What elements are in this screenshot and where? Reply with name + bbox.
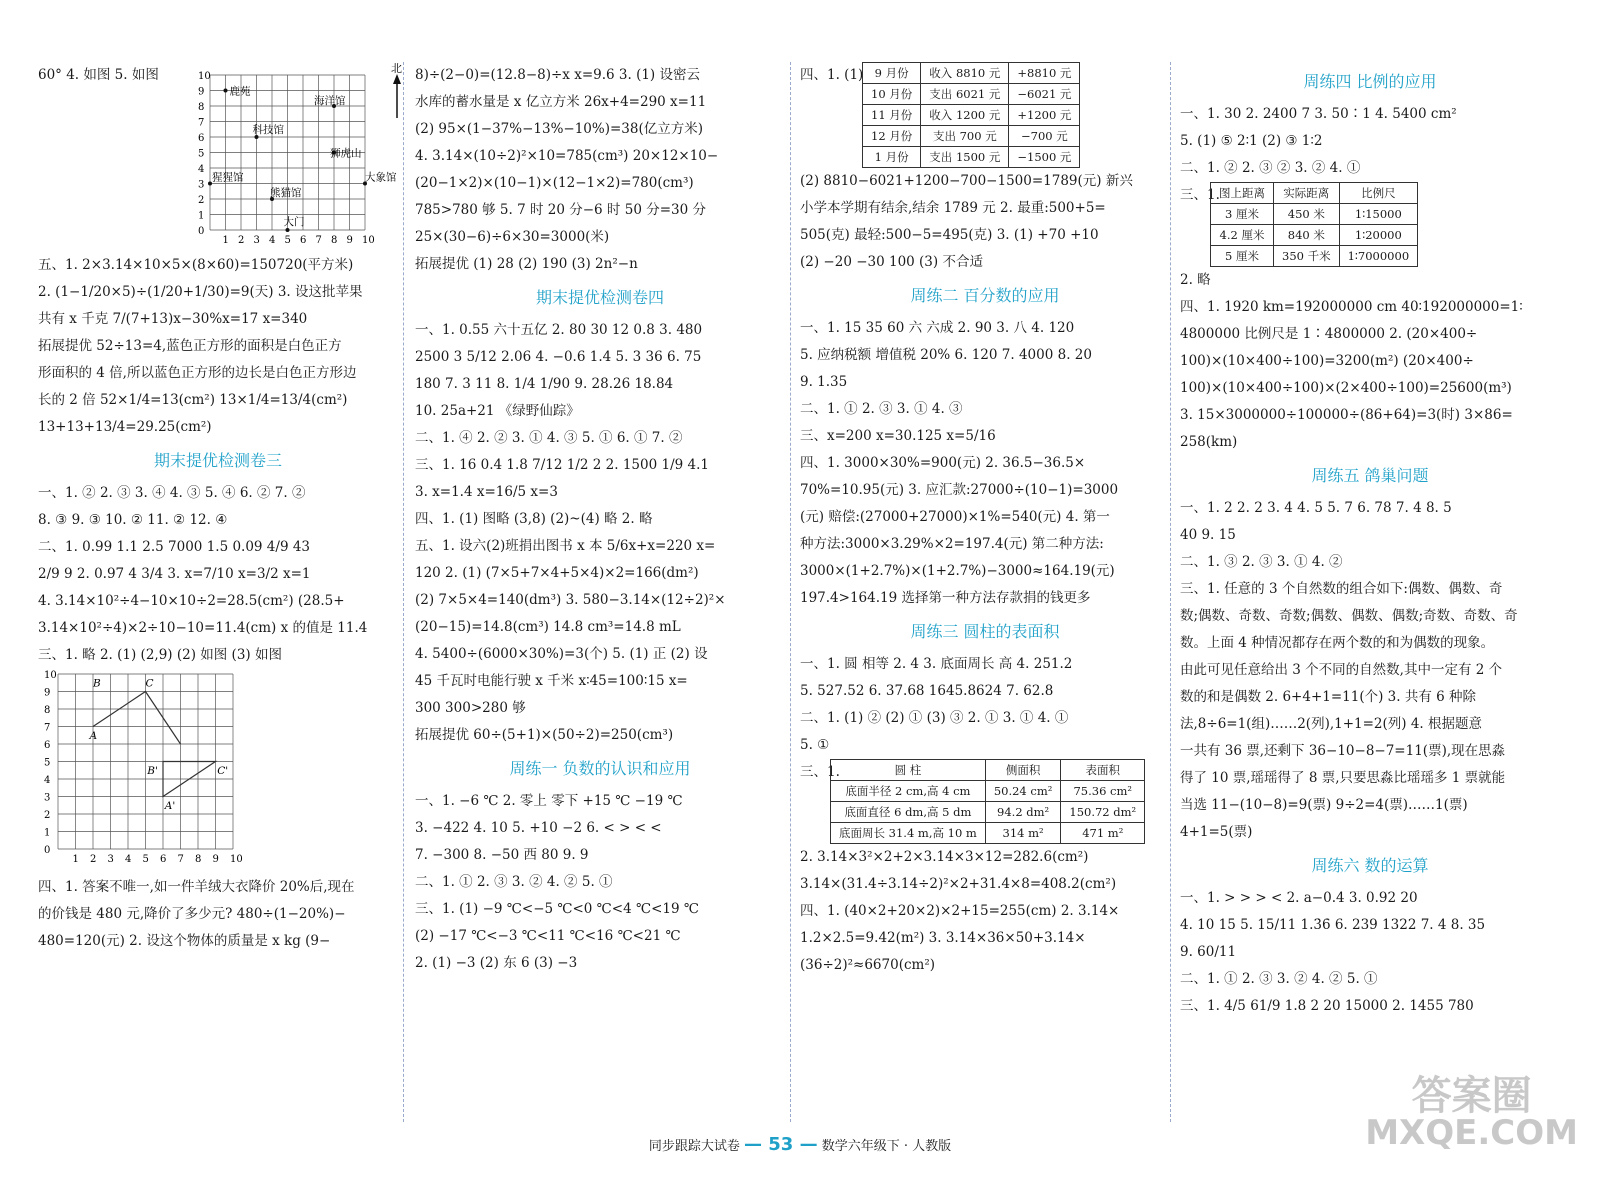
answer-line: 二、1. ④ 2. ② 3. ① 4. ③ 5. ① 6. ① 7. ②	[415, 430, 683, 446]
table-cell: 5 厘米	[1211, 246, 1274, 267]
answer-line: 10. 25a+21 《绿野仙踪》	[415, 403, 580, 419]
answer-line: 四、1. 答案不唯一,如一件羊绒大衣降价 20%后,现在	[38, 879, 355, 895]
answer-line: 300 300>280 够	[415, 700, 526, 716]
table-row	[863, 147, 1080, 168]
answer-block	[415, 317, 785, 749]
answer-block	[800, 315, 1170, 612]
table-row	[863, 63, 1080, 84]
answer-line: 9. 1.35	[800, 374, 848, 390]
answer-line: 2/9 9 2. 0.97 4 3/4 3. x=7/10 x=3/2 x=1	[38, 566, 311, 582]
table-cell: 314 m²	[985, 823, 1061, 844]
x-tick-label: 2	[90, 854, 97, 865]
y-tick-label: 4	[44, 775, 51, 786]
x-tick-label: 9	[212, 854, 219, 865]
column-2	[415, 62, 785, 977]
answer-line: 种方法:3000×3.29%×2=197.4(元) 第二种方法:	[800, 536, 1104, 552]
table-cell: +1200 元	[1009, 105, 1080, 126]
table-cell: 图上距离	[1211, 183, 1274, 204]
north-label: 北	[391, 62, 402, 75]
y-tick-label: 0	[198, 226, 205, 237]
y-tick-label: 0	[44, 845, 51, 856]
answer-block	[38, 874, 398, 955]
table-cell: 94.2 dm²	[985, 802, 1061, 823]
section-title: 周练四 比例的应用	[1303, 72, 1437, 91]
table-cell: 侧面积	[985, 760, 1061, 781]
answer-line: 70%=10.95(元) 3. 应汇款:27000÷(10−1)=3000	[800, 482, 1119, 498]
coordinate-graph	[38, 669, 258, 864]
table-cell: 471 m²	[1061, 823, 1145, 844]
answer-line: 得了 10 票,瑶瑶得了 8 票,只要思淼比瑶瑶多 1 票就能	[1180, 770, 1506, 786]
x-tick-label: 1	[222, 235, 229, 246]
answer-line: 长的 2 倍 52×1/4=13(cm²) 13×1/4=13/4(cm²)	[38, 392, 348, 408]
answer-line: 4. 5400÷(6000×30%)=3(个) 5. (1) 正 (2) 设	[415, 646, 708, 662]
column-1	[38, 62, 402, 955]
point-label: C'	[217, 764, 229, 777]
answer-line: 100)×(10×400÷100)=3200(m²) (20×400÷	[1180, 353, 1474, 369]
answer-block	[1180, 267, 1560, 456]
y-tick-label: 1	[44, 827, 51, 839]
answer-line: 三、1. 略 2. (1) (2,9) (2) 如图 (3) 如图	[38, 647, 282, 663]
table-cell: 支出 700 元	[921, 126, 1009, 147]
zoo-map-grid	[188, 62, 402, 247]
table-row-block	[800, 62, 1170, 168]
column-divider	[790, 62, 791, 1122]
x-tick-label: 4	[125, 854, 132, 865]
answer-line: 一、1. 圆 相等 2. 4 3. 底面周长 高 4. 251.2	[800, 656, 1073, 672]
answer-line: 3.14×10²÷4)×2÷10−10=11.4(cm) x 的值是 11.4	[38, 620, 368, 636]
y-tick-label: 10	[44, 670, 57, 681]
table-cell: 比例尺	[1339, 183, 1418, 204]
answer-line: 480=120(元) 2. 设这个物体的质量是 x kg (9−	[38, 933, 331, 949]
x-tick-label: 3	[107, 854, 114, 865]
answer-line: 由此可见任意给出 3 个不同的自然数,其中一定有 2 个	[1180, 662, 1503, 678]
answer-line: 1.2×2.5=9.42(m²) 3. 3.14×36×50+3.14×	[800, 930, 1086, 946]
y-tick-label: 2	[198, 195, 205, 206]
section-title: 期末提优检测卷四	[535, 288, 664, 307]
place-label: 熊猫馆	[270, 187, 302, 199]
answer-line: 三、1. 16 0.4 1.8 7/12 1/2 2 2. 1500 1/9 4.1	[415, 457, 709, 473]
answer-line: 二、1. ③ 2. ③ 3. ① 4. ②	[1180, 554, 1343, 570]
answer-line: 3000×(1+2.7%)×(1+2.7%)−3000≈164.19(元)	[800, 563, 1115, 579]
point-label: B	[93, 677, 101, 690]
table-cell: 1 月份	[863, 147, 921, 168]
answer-line: 二、1. ② 2. ③ ② 3. ② 4. ①	[1180, 160, 1361, 176]
answer-line: 拓展提优 52÷13=4,蓝色正方形的面积是白色正方	[38, 338, 342, 354]
answer-block	[800, 651, 1170, 759]
answer-line: 180 7. 3 11 8. 1/4 1/90 9. 28.26 18.84	[415, 376, 674, 392]
table-row	[1211, 225, 1418, 246]
answer-line: (2) 8810−6021+1200−700−1500=1789(元) 新兴	[800, 173, 1133, 189]
answer-line: 505(克) 最轻:500−5=495(克) 3. (1) +70 +10	[800, 227, 1099, 243]
answer-line: 三、1.	[800, 764, 840, 780]
x-tick-label: 7	[315, 235, 322, 246]
table-row	[863, 105, 1080, 126]
table-row	[863, 84, 1080, 105]
x-tick-label: 5	[284, 235, 291, 246]
table-cell: 底面周长 31.4 m,高 10 m	[831, 823, 986, 844]
x-tick-label: 10	[230, 854, 243, 865]
answer-line: 8. ③ 9. ③ 10. ② 11. ② 12. ④	[38, 512, 228, 528]
y-tick-label: 9	[198, 86, 205, 98]
place-label: 海洋馆	[314, 95, 346, 107]
place-label: 狮虎山	[330, 147, 362, 160]
column-3	[800, 62, 1170, 979]
answer-line: 共有 x 千克 7/(7+13)x−30%x=17 x=340	[38, 311, 308, 327]
table-cell: 840 米	[1274, 225, 1340, 246]
answer-line: 当选 11−(10−8)=9(票) 9÷2=4(票)……1(票)	[1180, 797, 1468, 813]
answer-line: 3.14×(31.4÷3.14÷2)²×2+31.4×8=408.2(cm²)	[800, 876, 1117, 892]
answer-line: (2) −20 −30 100 (3) 不合适	[800, 254, 983, 270]
answer-line: 三、1. 4/5 61/9 1.8 2 20 15000 2. 1455 780	[1180, 998, 1474, 1014]
page-number: — 53 —	[744, 1134, 818, 1155]
section-title: 期末提优检测卷三	[153, 451, 282, 470]
zoo-map	[188, 62, 402, 257]
x-tick-label: 1	[72, 854, 79, 865]
table-cell: 50.24 cm²	[985, 781, 1061, 802]
answer-line: (2) 95×(1−37%−13%−10%)=38(亿立方米)	[415, 121, 704, 137]
answer-line: 二、1. (1) ② (2) ① (3) ③ 2. ① 3. ① 4. ①	[800, 710, 1069, 726]
answer-line: 一、1. −6 ℃ 2. 零上 零下 +15 ℃ −19 ℃	[415, 793, 683, 809]
answer-line: 3. 15×3000000÷100000÷(86+64)=3(时) 3×86=	[1180, 407, 1513, 423]
answer-line: 水库的蓄水量是 x 亿立方米 26x+4=290 x=11	[415, 94, 707, 110]
answer-line: (元) 赔偿:(27000+27000)×1%=540(元) 4. 第一	[800, 509, 1110, 525]
answer-line: 120 2. (1) (7×5+7×4+5×4)×2=166(dm²)	[415, 565, 699, 581]
y-tick-label: 3	[44, 792, 51, 804]
table-row	[1211, 204, 1418, 225]
answer-line: 一、1. ② 2. ③ 3. ④ 4. ③ 5. ④ 6. ② 7. ②	[38, 485, 306, 501]
x-tick-label: 10	[362, 235, 375, 246]
answer-line: 三、1. (1) −9 ℃<−5 ℃<0 ℃<4 ℃<19 ℃	[415, 901, 699, 917]
table-cell: 支出 6021 元	[921, 84, 1009, 105]
point-label: B'	[147, 764, 158, 777]
section-title: 周练五 鸽巢问题	[1311, 466, 1429, 485]
answer-line: 9. 60/11	[1180, 944, 1237, 960]
answer-line: 三、1. 任意的 3 个自然数的组合如下:偶数、偶数、奇	[1180, 581, 1503, 597]
table-cell: −1500 元	[1009, 147, 1080, 168]
answer-line: 5. (1) ⑤ 2∶1 (2) ③ 1∶2	[1180, 133, 1323, 149]
table-cell: 9 月份	[863, 63, 921, 84]
answer-block	[415, 788, 785, 977]
answer-line: 5. 应纳税额 增值税 20% 6. 120 7. 4000 8. 20	[800, 347, 1092, 363]
answer-line: 258(km)	[1180, 434, 1238, 450]
answer-line: 三、1.	[1180, 187, 1220, 203]
answer-line: 40 9. 15	[1180, 527, 1236, 543]
answer-block	[38, 252, 398, 441]
answer-line: (36÷2)²≈6670(cm²)	[800, 957, 935, 973]
answer-line: 小学本学期有结余,结余 1789 元 2. 最重:500+5=	[800, 200, 1106, 216]
table-row	[831, 823, 1145, 844]
y-tick-label: 9	[44, 687, 51, 699]
table-cell: 收入 8810 元	[921, 63, 1009, 84]
answer-line: 4800000 比例尺是 1∶4800000 2. (20×400÷	[1180, 326, 1478, 342]
place-label: 鹿苑	[229, 85, 251, 98]
answer-line: 2500 3 5/12 2.06 4. −0.6 1.4 5. 3 36 6. 75	[415, 349, 702, 365]
answer-line: (2) 7×5×4=140(dm³) 3. 580−3.14×(12÷2)²×	[415, 592, 726, 608]
y-tick-label: 2	[44, 810, 51, 821]
table-row	[831, 760, 1145, 781]
table-cell: 支出 1500 元	[921, 147, 1009, 168]
answer-line: 法,8÷6=1(组)……2(列),1+1=2(列) 4. 根据题意	[1180, 716, 1483, 732]
answer-line: 2. (1) −3 (2) 东 6 (3) −3	[415, 955, 578, 971]
cylinder-table	[830, 759, 1145, 844]
y-tick-label: 4	[198, 164, 205, 175]
map-point	[224, 89, 228, 93]
x-tick-label: 4	[269, 235, 276, 246]
table-row	[1211, 183, 1418, 204]
answer-block	[1180, 885, 1560, 1020]
table-cell: 350 千米	[1274, 246, 1340, 267]
table-cell: 12 月份	[863, 126, 921, 147]
answer-line: 二、1. ① 2. ③ 3. ② 4. ② 5. ①	[1180, 971, 1378, 987]
table-cell: 实际距离	[1274, 183, 1340, 204]
answer-line: 45 千瓦时电能行驶 x 千米 x∶45=100∶15 x=	[415, 673, 688, 689]
answer-block	[800, 844, 1170, 979]
table-row	[831, 781, 1145, 802]
map-point	[286, 228, 290, 232]
answer-block	[415, 62, 785, 278]
table-cell: 底面半径 2 cm,高 4 cm	[831, 781, 986, 802]
table-cell: 圆 柱	[831, 760, 986, 781]
answer-line: 拓展提优 (1) 28 (2) 190 (3) 2n²−n	[415, 256, 638, 272]
page-footer	[0, 1134, 1600, 1155]
answer-line: (20−1×2)×(10−1)×(12−1×2)=780(cm³)	[415, 175, 694, 191]
table-row-block	[1180, 182, 1560, 267]
section-title: 周练三 圆柱的表面积	[910, 622, 1060, 641]
answer-line: 2. 略	[1180, 272, 1211, 288]
place-label: 猩猩馆	[212, 171, 244, 184]
table-row	[863, 126, 1080, 147]
point-label: A	[89, 729, 98, 742]
answer-line: 4. 3.14×10²÷4−10×10÷2=28.5(cm²) (28.5+	[38, 593, 345, 609]
table-cell: 表面积	[1061, 760, 1145, 781]
y-tick-label: 7	[44, 722, 51, 734]
y-tick-label: 8	[198, 102, 205, 113]
x-tick-label: 2	[238, 235, 245, 246]
y-tick-label: 10	[198, 71, 211, 82]
answer-line: (2) −17 ℃<−3 ℃<11 ℃<16 ℃<21 ℃	[415, 928, 681, 944]
answer-line: 5. ①	[800, 737, 830, 753]
table-cell: 1∶20000	[1339, 225, 1418, 246]
answer-block	[1180, 101, 1560, 182]
map-row	[38, 62, 402, 252]
table-row	[1211, 246, 1418, 267]
book-title: 同步跟踪大试卷	[648, 1139, 740, 1154]
answer-line: 197.4>164.19 选择第一种方法存款捐的钱更多	[800, 590, 1091, 606]
x-tick-label: 6	[300, 235, 307, 246]
answer-block	[1180, 495, 1560, 846]
table-cell: 10 月份	[863, 84, 921, 105]
table-row-block	[800, 759, 1170, 844]
answer-line: 一、1. > > > < 2. a−0.4 3. 0.92 20	[1180, 890, 1418, 906]
table-cell: +8810 元	[1009, 63, 1080, 84]
answer-line: 二、1. 0.99 1.1 2.5 7000 1.5 0.09 4/9 43	[38, 539, 310, 555]
answer-line: 3. x=1.4 x=16/5 x=3	[415, 484, 558, 500]
answer-line: (20−15)=14.8(cm³) 14.8 cm³=14.8 mL	[415, 619, 681, 635]
table-cell: 底面直径 6 dm,高 5 dm	[831, 802, 986, 823]
answer-line: 拓展提优 60÷(5+1)×(50÷2)=250(cm³)	[415, 727, 674, 743]
table-cell: −700 元	[1009, 126, 1080, 147]
answer-line: 一、1. 2 2. 2 3. 4 4. 5 5. 7 6. 78 7. 4 8. 5	[1180, 500, 1452, 516]
answer-line: 25×(30−6)÷6×30=3000(米)	[415, 229, 610, 245]
answer-line: 数的和是偶数 2. 6+4+1=11(个) 3. 共有 6 种除	[1180, 689, 1477, 705]
answer-line: 13+13+13/4=29.25(cm²)	[38, 419, 212, 435]
column-divider	[403, 62, 404, 1122]
x-tick-label: 9	[346, 235, 353, 246]
column-4	[1180, 62, 1560, 1020]
answer-line: 3. −422 4. 10 5. +10 −2 6. < > < <	[415, 820, 662, 836]
north-arrow-head	[393, 74, 401, 84]
place-label: 大门	[283, 216, 305, 228]
edition-label: 数学六年级下 · 人教版	[821, 1139, 952, 1154]
answer-line: 100)×(10×400÷100)×(2×400÷100)=25600(m³)	[1180, 380, 1512, 396]
x-tick-label: 7	[177, 854, 184, 865]
answer-line: 一、1. 30 2. 2400 7 3. 50∶1 4. 5400 cm²	[1180, 106, 1457, 122]
y-tick-label: 5	[198, 148, 205, 160]
answer-line: 785>780 够 5. 7 时 20 分−6 时 50 分=30 分	[415, 202, 706, 218]
y-tick-label: 6	[198, 133, 205, 144]
x-tick-label: 3	[253, 235, 260, 246]
place-label: 科技馆	[252, 124, 284, 136]
table-cell: 11 月份	[863, 105, 921, 126]
answer-line: 2. (1−1/20×5)÷(1/20+1/30)=9(天) 3. 设这批苹果	[38, 284, 363, 300]
answer-line: 四、1. (1) 图略 (3,8) (2)~(4) 略 2. 略	[415, 511, 653, 527]
section-title: 周练一 负数的认识和应用	[509, 759, 691, 778]
y-tick-label: 5	[44, 757, 51, 769]
answer-line: 五、1. 2×3.14×10×5×(8×60)=150720(平方米)	[38, 257, 354, 273]
answer-line: 二、1. ① 2. ③ 3. ② 4. ② 5. ①	[415, 874, 613, 890]
table-cell: 4.2 厘米	[1211, 225, 1274, 246]
x-tick-label: 8	[195, 854, 202, 865]
answer-line: 4. 3.14×(10÷2)²×10=785(cm³) 20×12×10−	[415, 148, 719, 164]
table-cell: 1∶15000	[1339, 204, 1418, 225]
answer-line: 一、1. 0.55 六十五亿 2. 80 30 12 0.8 3. 480	[415, 322, 703, 338]
table-cell: 1∶7000000	[1339, 246, 1418, 267]
answer-line: 四、1. 1920 km=192000000 cm 40∶192000000=1∶	[1180, 299, 1523, 315]
table-cell: 150.72 dm²	[1061, 802, 1145, 823]
y-tick-label: 7	[198, 117, 205, 129]
x-tick-label: 6	[160, 854, 167, 865]
figure-line	[93, 692, 181, 745]
answer-line: 一共有 36 票,还剩下 36−10−8−7=11(票),现在思淼	[1180, 743, 1506, 759]
column-divider	[1170, 62, 1171, 1122]
table-cell: 75.36 cm²	[1061, 781, 1145, 802]
answer-line: 4+1=5(票)	[1180, 824, 1253, 840]
answer-line: 4. 10 15 5. 15/11 1.3̇6̇ 6. 239 1322 7. 4 8. 35	[1180, 917, 1486, 933]
answer-line: 数。上面 4 种情况都存在两个数的和为偶数的现象。	[1180, 635, 1495, 651]
answer-line: 三、x=200 x=30.125 x=5/16	[800, 428, 996, 444]
watermark: 答案圈 MXQE.COM	[1365, 1073, 1578, 1153]
answer-line: 四、1. (40×2+20×2)×2+15=255(cm) 2. 3.14×	[800, 903, 1120, 919]
answer-line: 5. 527.52 6. 37.68 1645.8624 7. 62.8	[800, 683, 1054, 699]
table-row	[831, 802, 1145, 823]
x-tick-label: 8	[331, 235, 338, 246]
y-tick-label: 1	[198, 210, 205, 222]
x-tick-label: 5	[142, 854, 149, 865]
answer-line: 2. 3.14×3²×2+2×3.14×3×12=282.6(cm²)	[800, 849, 1089, 865]
scale-table	[1210, 182, 1418, 267]
answer-line: 60° 4. 如图 5. 如图	[38, 67, 159, 83]
answer-line: 8)÷(2−0)=(12.8−8)÷x x=9.6 3. (1) 设密云	[415, 67, 700, 83]
answer-line: 五、1. 设六(2)班捐出图书 x 本 5/6x+x=220 x=	[415, 538, 716, 554]
section-title: 周练六 数的运算	[1311, 856, 1429, 875]
table-cell: −6021 元	[1009, 84, 1080, 105]
table-cell: 450 米	[1274, 204, 1340, 225]
answer-line: 7. −300 8. −50 西 80 9. 9	[415, 847, 589, 863]
answer-line: 四、1. 3000×30%=900(元) 2. 36.5−36.5×	[800, 455, 1086, 471]
answer-line: 一、1. 15 35 60 六 六成 2. 90 3. 八 4. 120	[800, 320, 1075, 336]
y-tick-label: 3	[198, 179, 205, 191]
y-tick-label: 8	[44, 705, 51, 716]
answer-block	[38, 480, 398, 669]
answer-block	[800, 168, 1170, 276]
answer-line: 的价钱是 480 元,降价了多少元? 480÷(1−20%)−	[38, 906, 346, 922]
answer-line: 二、1. ① 2. ③ 3. ① 4. ③	[800, 401, 963, 417]
y-tick-label: 6	[44, 740, 51, 751]
income-table	[862, 62, 1080, 168]
point-label: C	[145, 677, 154, 690]
table-cell: 收入 1200 元	[921, 105, 1009, 126]
answer-line: 形面积的 4 倍,所以蓝色正方形的边长是白色正方形边	[38, 365, 357, 381]
answer-line: 数;偶数、奇数、奇数;偶数、偶数、偶数;奇数、奇数、奇	[1180, 608, 1518, 624]
section-title: 周练二 百分数的应用	[910, 286, 1060, 305]
point-label: A'	[164, 799, 176, 812]
answer-line: 四、1. (1)	[800, 67, 864, 83]
table-cell: 3 厘米	[1211, 204, 1274, 225]
place-label: 大象馆	[365, 171, 397, 184]
